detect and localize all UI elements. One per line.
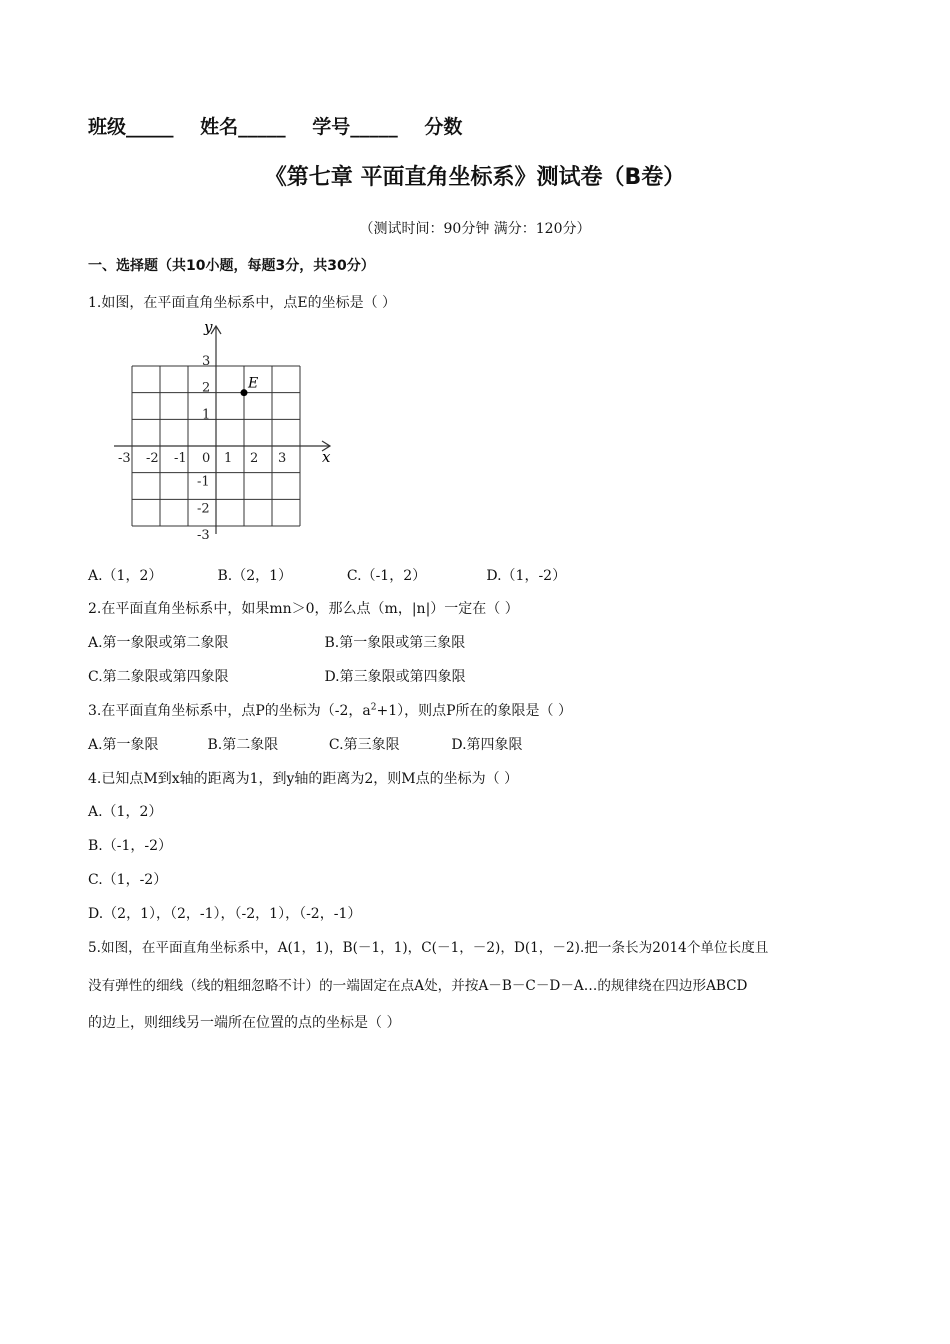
q1-option-d[interactable]: D.（1，-2）	[486, 568, 567, 584]
q3-option-d[interactable]: D.第四象限	[451, 737, 523, 753]
x-tick-label: 2	[250, 451, 259, 466]
x-tick-label: -2	[146, 451, 159, 466]
y-tick-label: 3	[202, 354, 211, 369]
q3-option-a[interactable]: A.第一象限	[88, 737, 159, 753]
x-tick-label: 0	[202, 451, 211, 466]
q3-stem-post: +1），则点P所在的象限是（ ）	[376, 703, 573, 719]
q3-stem-pre: 3.在平面直角坐标系中，点P的坐标为（-2，a	[88, 703, 371, 719]
q3-stem-sup: 2	[370, 702, 377, 713]
q3-option-c[interactable]: C.第三象限	[328, 737, 400, 753]
question-1-options	[88, 565, 566, 585]
q4-option-a[interactable]: A.（1，2）	[88, 804, 163, 820]
student-info-line	[88, 112, 482, 139]
q4-option-b[interactable]: B.（-1，-2）	[88, 838, 173, 854]
name-label: 姓名_____	[200, 116, 286, 138]
question-2-stem: 2.在平面直角坐标系中，如果mn＞0，那么点（m，|n|）一定在（ ）	[88, 601, 519, 617]
y-tick-label: 2	[202, 380, 211, 396]
q2-option-c[interactable]: C.第二象限或第四象限	[88, 669, 229, 685]
q3-option-b[interactable]: B.第二象限	[207, 737, 279, 753]
q2-option-d[interactable]: D.第三象限或第四象限	[324, 669, 466, 685]
point-e-label: E	[248, 375, 259, 392]
question-4-stem: 4.已知点M到x轴的距离为1，到y轴的距离为2，则M点的坐标为（ ）	[88, 771, 519, 787]
exam-title: 《第七章 平面直角坐标系》测试卷（B卷）	[264, 165, 686, 190]
y-tick-label: 1	[202, 407, 211, 423]
section-heading: 一、选择题（共10小题，每题3分，共30分）	[88, 258, 375, 274]
x-tick-label: 3	[278, 451, 287, 466]
question-5-line-3: 的边上，则细线另一端所在位置的点的坐标是（ ）	[88, 1015, 401, 1031]
point-e	[241, 389, 248, 396]
question-3-stem	[88, 700, 572, 720]
coordinate-grid-figure	[86, 318, 346, 548]
question-5-line-2: 没有弹性的细线（线的粗细忽略不计）的一端固定在点A处，并按A－B－C－D－A…的规律绕在四边形ABCD	[88, 978, 748, 994]
score-label: 分数	[424, 116, 463, 138]
exam-subtitle: （测试时间：90分钟 满分：120分）	[359, 221, 591, 237]
q2-option-b[interactable]: B.第一象限或第三象限	[324, 635, 466, 651]
y-tick-label: -3	[197, 528, 210, 543]
question-5-line-1: 5.如图，在平面直角坐标系中，A(1，1)，B(－1，1)，C(－1，－2)，D(1，－2).把一条长为2014个单位长度且	[88, 940, 769, 956]
y-tick-label: -1	[197, 474, 210, 490]
q1-option-a[interactable]: A.（1，2）	[88, 568, 163, 584]
question-3-options	[88, 734, 523, 754]
class-label: 班级_____	[88, 116, 174, 138]
q1-option-b[interactable]: B.（2，1）	[217, 568, 293, 584]
q1-option-c[interactable]: C.（-1，2）	[346, 568, 427, 584]
y-axis-label: y	[204, 318, 213, 336]
question-2-options-row1	[88, 632, 465, 652]
q4-option-d[interactable]: D.（2，1），（2，-1），（-2，1），（-2，-1）	[88, 906, 362, 922]
y-tick-label: -2	[197, 501, 210, 517]
question-2-options-row2	[88, 666, 466, 686]
x-axis-label: x	[322, 448, 331, 466]
q4-option-c[interactable]: C.（1，-2）	[88, 872, 168, 888]
x-tick-label: -1	[174, 451, 187, 466]
x-tick-label: -3	[118, 451, 131, 466]
x-tick-label: 1	[224, 451, 233, 466]
question-1-stem: 1.如图，在平面直角坐标系中，点E的坐标是（ ）	[88, 295, 397, 311]
q2-option-a[interactable]: A.第一象限或第二象限	[88, 635, 229, 651]
student-id-label: 学号_____	[312, 116, 398, 138]
